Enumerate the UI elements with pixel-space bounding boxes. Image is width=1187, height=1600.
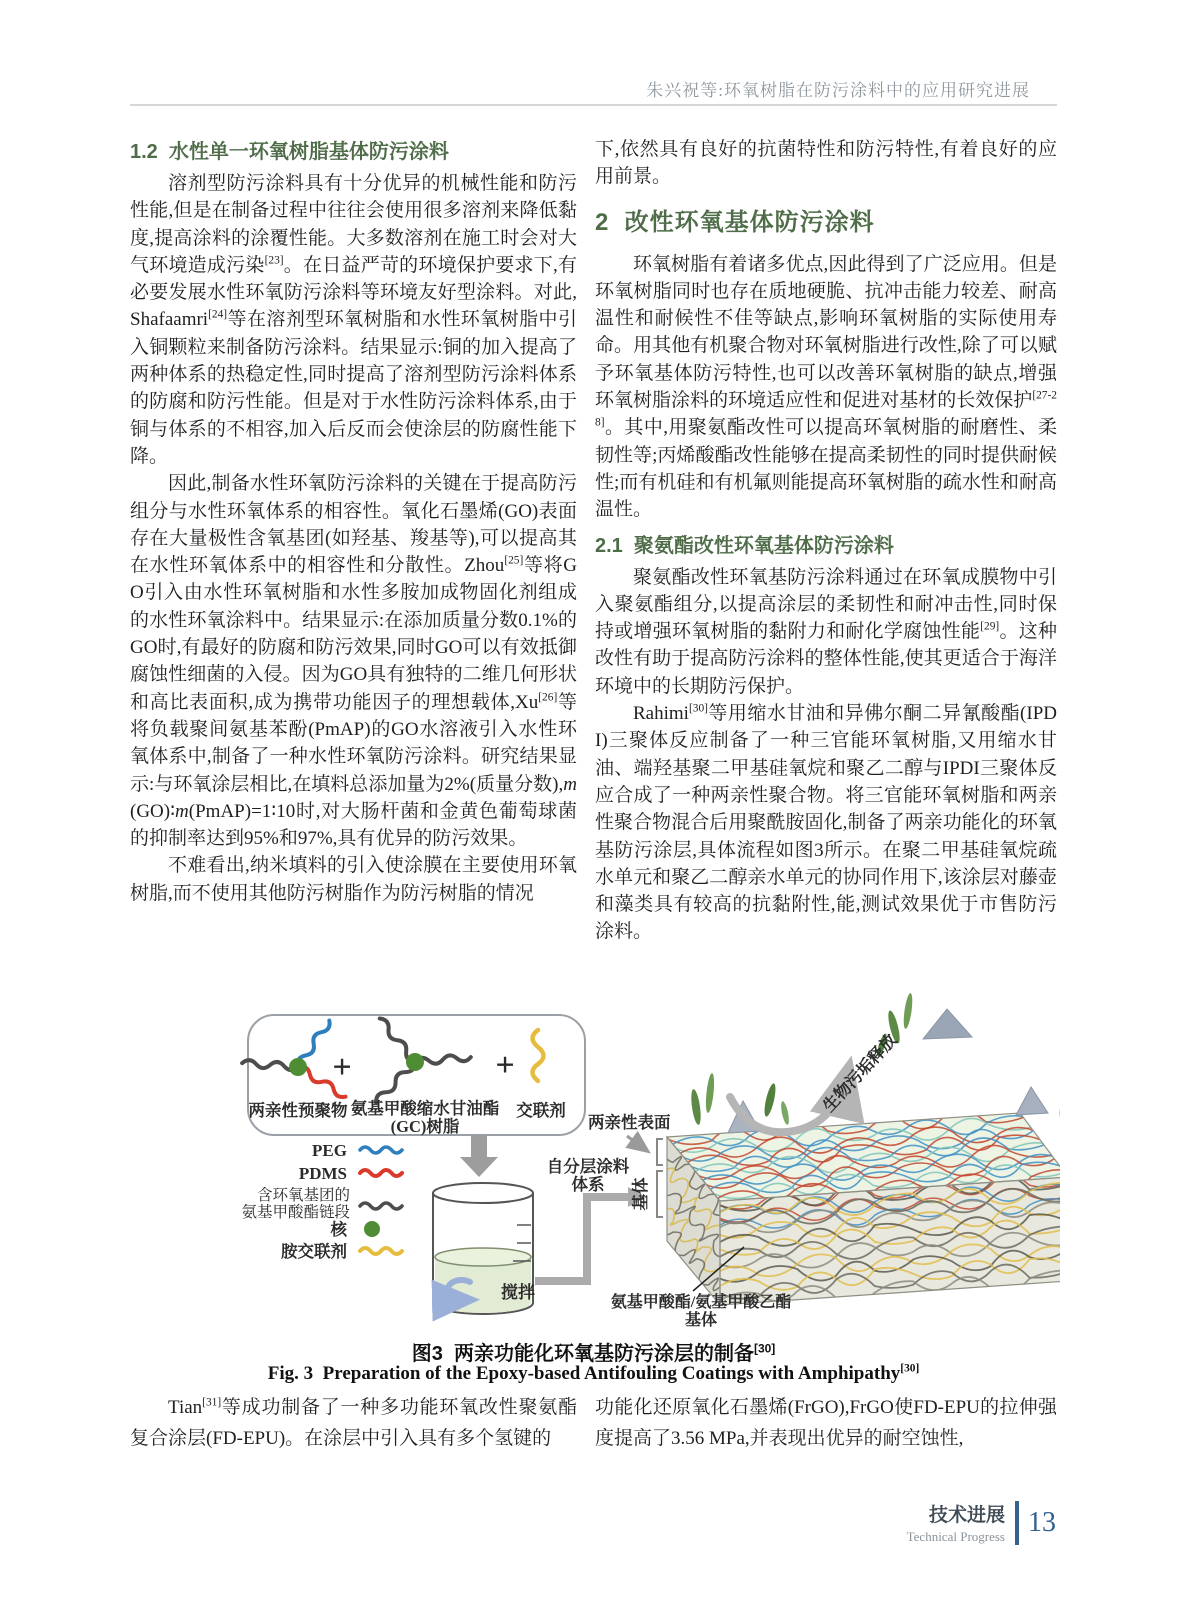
footer-section-zh: 技术进展 bbox=[928, 1505, 1005, 1526]
paragraph: 下,依然具有良好的抗菌特性和防污特性,有着良好的应用前景。 bbox=[595, 139, 1057, 188]
paragraph: 环氧树脂有着诸多优点,因此得到了广泛应用。但是环氧树脂同时也存在质地硬脆、抗冲击能力较差、耐高温性和耐候性不佳等缺点,影响环氧树脂的实际使用寿命。用其他有机聚合物对环氧树脂进行改性,除了可以赋予环氧基体防污特性,也可以改善环氧树脂的缺点,增强环氧树脂涂料的环境适应性和促进对基材的长效保护[27-28]。其中,用聚氨酯改性可以提高环氧树脂的耐磨性、柔韧性等;丙烯酸酯改性能够在提高柔韧性的同时提供耐候性;而有机硅和有机氟则能提高环氧树脂的疏水性和耐高温性。 bbox=[595, 253, 1057, 521]
legend-pdms-squiggle-icon bbox=[360, 1170, 402, 1176]
legend-peg-label: PEG bbox=[312, 1141, 347, 1160]
legend-urethane-label-line1: 含环氧基团的 bbox=[256, 1187, 350, 1204]
figure-3 bbox=[130, 985, 1060, 1335]
beaker bbox=[433, 1183, 535, 1314]
down-arrow-icon bbox=[460, 1135, 498, 1177]
plus-icon: + bbox=[495, 1047, 515, 1084]
bottom-right-column bbox=[595, 1392, 1057, 1454]
legend-urethane-label-line2: 氨基甲酸酯链段 bbox=[241, 1204, 350, 1221]
legend-pdms-label: PDMS bbox=[298, 1164, 347, 1183]
paragraph: 因此,制备水性环氧防污涂料的关键在于提高防污组分与水性环氧体系的相容性。氧化石墨烯(GO)表面存在大量极性含氧基团(如羟基、羧基等),可以提高其在水性环氧体系中的相容性和分散性。Zhou[25]等将GO引入由水性环氧树脂和水性多胺加成物固化剂组成的水性环氧涂料中。结果显示:在添加质量分数0.1%的GO时,有最好的防腐和防污效果,同时GO可以有效抵御腐蚀性细菌的入侵。因为GO具有独特的二维几何形状和高比表面积,成为携带功能因子的理想载体,Xu[26]等将负载聚间氨基苯酚(PmAP)的GO水溶液引入水性环氧体系中,制备了一种水性环氧防污涂料。研究结果显示:与环氧涂层相比,在填料总添加量为2%(质量分数),m(GO)∶m(PmAP)=1∶10时,对大肠杆菌和金黄色葡萄球菌的抑制率达到95%和97%,具有优异的防污效果。 bbox=[130, 473, 577, 850]
plus-icon: + bbox=[332, 1049, 352, 1086]
bottom-left-column bbox=[130, 1392, 577, 1454]
page-footer bbox=[907, 1500, 1056, 1545]
fouling-release-label: 生物污垢释放 bbox=[819, 1030, 901, 1116]
substrate-label-line2: 基体 bbox=[684, 1312, 718, 1329]
self-stratifying-arrow bbox=[535, 1156, 646, 1281]
footer-section-labels bbox=[907, 1500, 1005, 1545]
left-column bbox=[130, 136, 577, 907]
self-stratifying-label-line1: 自分层涂料 bbox=[546, 1157, 630, 1176]
footer-section-en: Technical Progress bbox=[906, 1529, 1005, 1544]
right-column bbox=[595, 136, 1057, 946]
paragraph: 不难看出,纳米填料的引入使涂膜在主要使用环氧树脂,而不使用其他防污树脂作为防污树脂的情况 bbox=[130, 855, 577, 904]
substrate-label-line1: 氨基甲酸酯/氨基甲酸乙酯 bbox=[610, 1294, 792, 1311]
legend-amine-crosslinker-label: 胺交联剂 bbox=[281, 1242, 347, 1261]
legend-peg-squiggle-icon bbox=[360, 1147, 402, 1153]
legend-core-dot-icon bbox=[364, 1221, 380, 1237]
paragraph: 溶剂型防污涂料具有十分优异的机械性能和防污性能,但是在制备过程中往往会使用很多溶剂来降低黏度,提高涂料的涂覆性能。大多数溶剂在施工时会对大气环境造成污染[23]。在日益严苛的环境保护要求下,有必要发展水性环氧防污涂料等环境友好型涂料。对此,Shafaamri[24]等在溶剂型环氧树脂和水性环氧树脂中引入铜颗粒来制备防污涂料。结果显示:铜的加入提高了两种体系的热稳定性,同时提高了溶剂型防污涂料体系的防腐和防污性能。但是对于水性防污涂料体系,由于铜与体系的不相容,加入后反而会使涂层的防腐性能下降。 bbox=[130, 173, 577, 467]
paragraph: 聚氨酯改性环氧基防污涂料通过在环氧成膜物中引入聚氨酯组分,以提高涂层的柔韧性和耐冲击性,同时保持或增强环氧树脂的黏附力和耐化学腐蚀性能[29]。这种改性有助于提高防污涂料的整体性能,使其更适合于海洋环境中的长期防污保护。 bbox=[595, 566, 1057, 697]
component1-label: 两亲性预聚物 bbox=[248, 1101, 348, 1120]
figure-3-diagram bbox=[130, 985, 1060, 1335]
header-rule bbox=[130, 104, 1057, 106]
subsection-heading-1-2: 1.2 水性单一环氧树脂基体防污涂料 bbox=[130, 141, 449, 163]
legend-core-label: 核 bbox=[330, 1220, 347, 1239]
matrix-label: 基体 bbox=[631, 1177, 650, 1211]
paragraph: Tian[31]等成功制备了一种多功能环氧改性聚氨酯复合涂层(FD-EPU)。在涂层中引入具有多个氢键的 bbox=[130, 1396, 577, 1449]
subsection-heading-2-1: 2.1 聚氨酯改性环氧基体防污涂料 bbox=[595, 534, 894, 557]
components-box bbox=[242, 1015, 585, 1136]
legend-amine-squiggle-icon bbox=[360, 1248, 402, 1254]
coating-block bbox=[666, 1111, 1060, 1305]
component3-label: 交联剂 bbox=[516, 1101, 566, 1120]
footer-divider-bar bbox=[1015, 1501, 1019, 1545]
paragraph: Rahimi[30]等用缩水甘油和异佛尔酮二异氰酸酯(IPDI)三聚体反应制备了一种三官能环氧树脂,又用缩水甘油、端羟基聚二甲基硅氧烷和聚乙二醇与IPDI三聚体反应合成了一种两亲性聚合物。将三官能环氧树脂和两亲性聚合物混合后用聚酰胺固化,制备了两亲功能化的环氧基防污涂层,具体流程如图3所示。在聚二甲基硅氧烷疏水单元和聚乙二醇亲水单元的协同作用下,该涂层对藤壶和藻类具有较高的抗黏附性,能,测试效果优于市售防污涂料。 bbox=[595, 702, 1057, 943]
component2-label-line1: 氨基甲酸缩水甘油酯 bbox=[350, 1099, 500, 1118]
page-number: 13 bbox=[1028, 1506, 1056, 1538]
barnacle-icon bbox=[1016, 1087, 1048, 1115]
self-stratifying-label-line2: 体系 bbox=[571, 1175, 605, 1194]
paragraph: 功能化还原氧化石墨烯(FrGO),FrGO使FD-EPU的拉伸强度提高了3.56 MPa,并表现出优异的耐空蚀性, bbox=[595, 1397, 1057, 1449]
figure-caption-zh: 图3 两亲功能化环氧基防污涂层的制备[30] bbox=[411, 1341, 776, 1365]
amphiphilic-surface-label: 两亲性表面 bbox=[588, 1113, 671, 1132]
matrix-callout bbox=[630, 1171, 663, 1217]
section-heading-2: 2 改性环氧基体防污涂料 bbox=[595, 208, 875, 236]
stir-label: 搅拌 bbox=[501, 1283, 535, 1302]
legend-urethane-squiggle-icon bbox=[360, 1203, 402, 1209]
component2-label-line2: (GC)树脂 bbox=[390, 1117, 460, 1136]
running-head: 朱兴祝等:环氧树脂在防污涂料中的应用研究进展 bbox=[646, 81, 1030, 100]
figure-caption-en: Fig. 3 Preparation of the Epoxy-based Antifouling Coatings with Amphipathy[30] bbox=[267, 1362, 920, 1384]
figure-legend bbox=[241, 1141, 402, 1261]
